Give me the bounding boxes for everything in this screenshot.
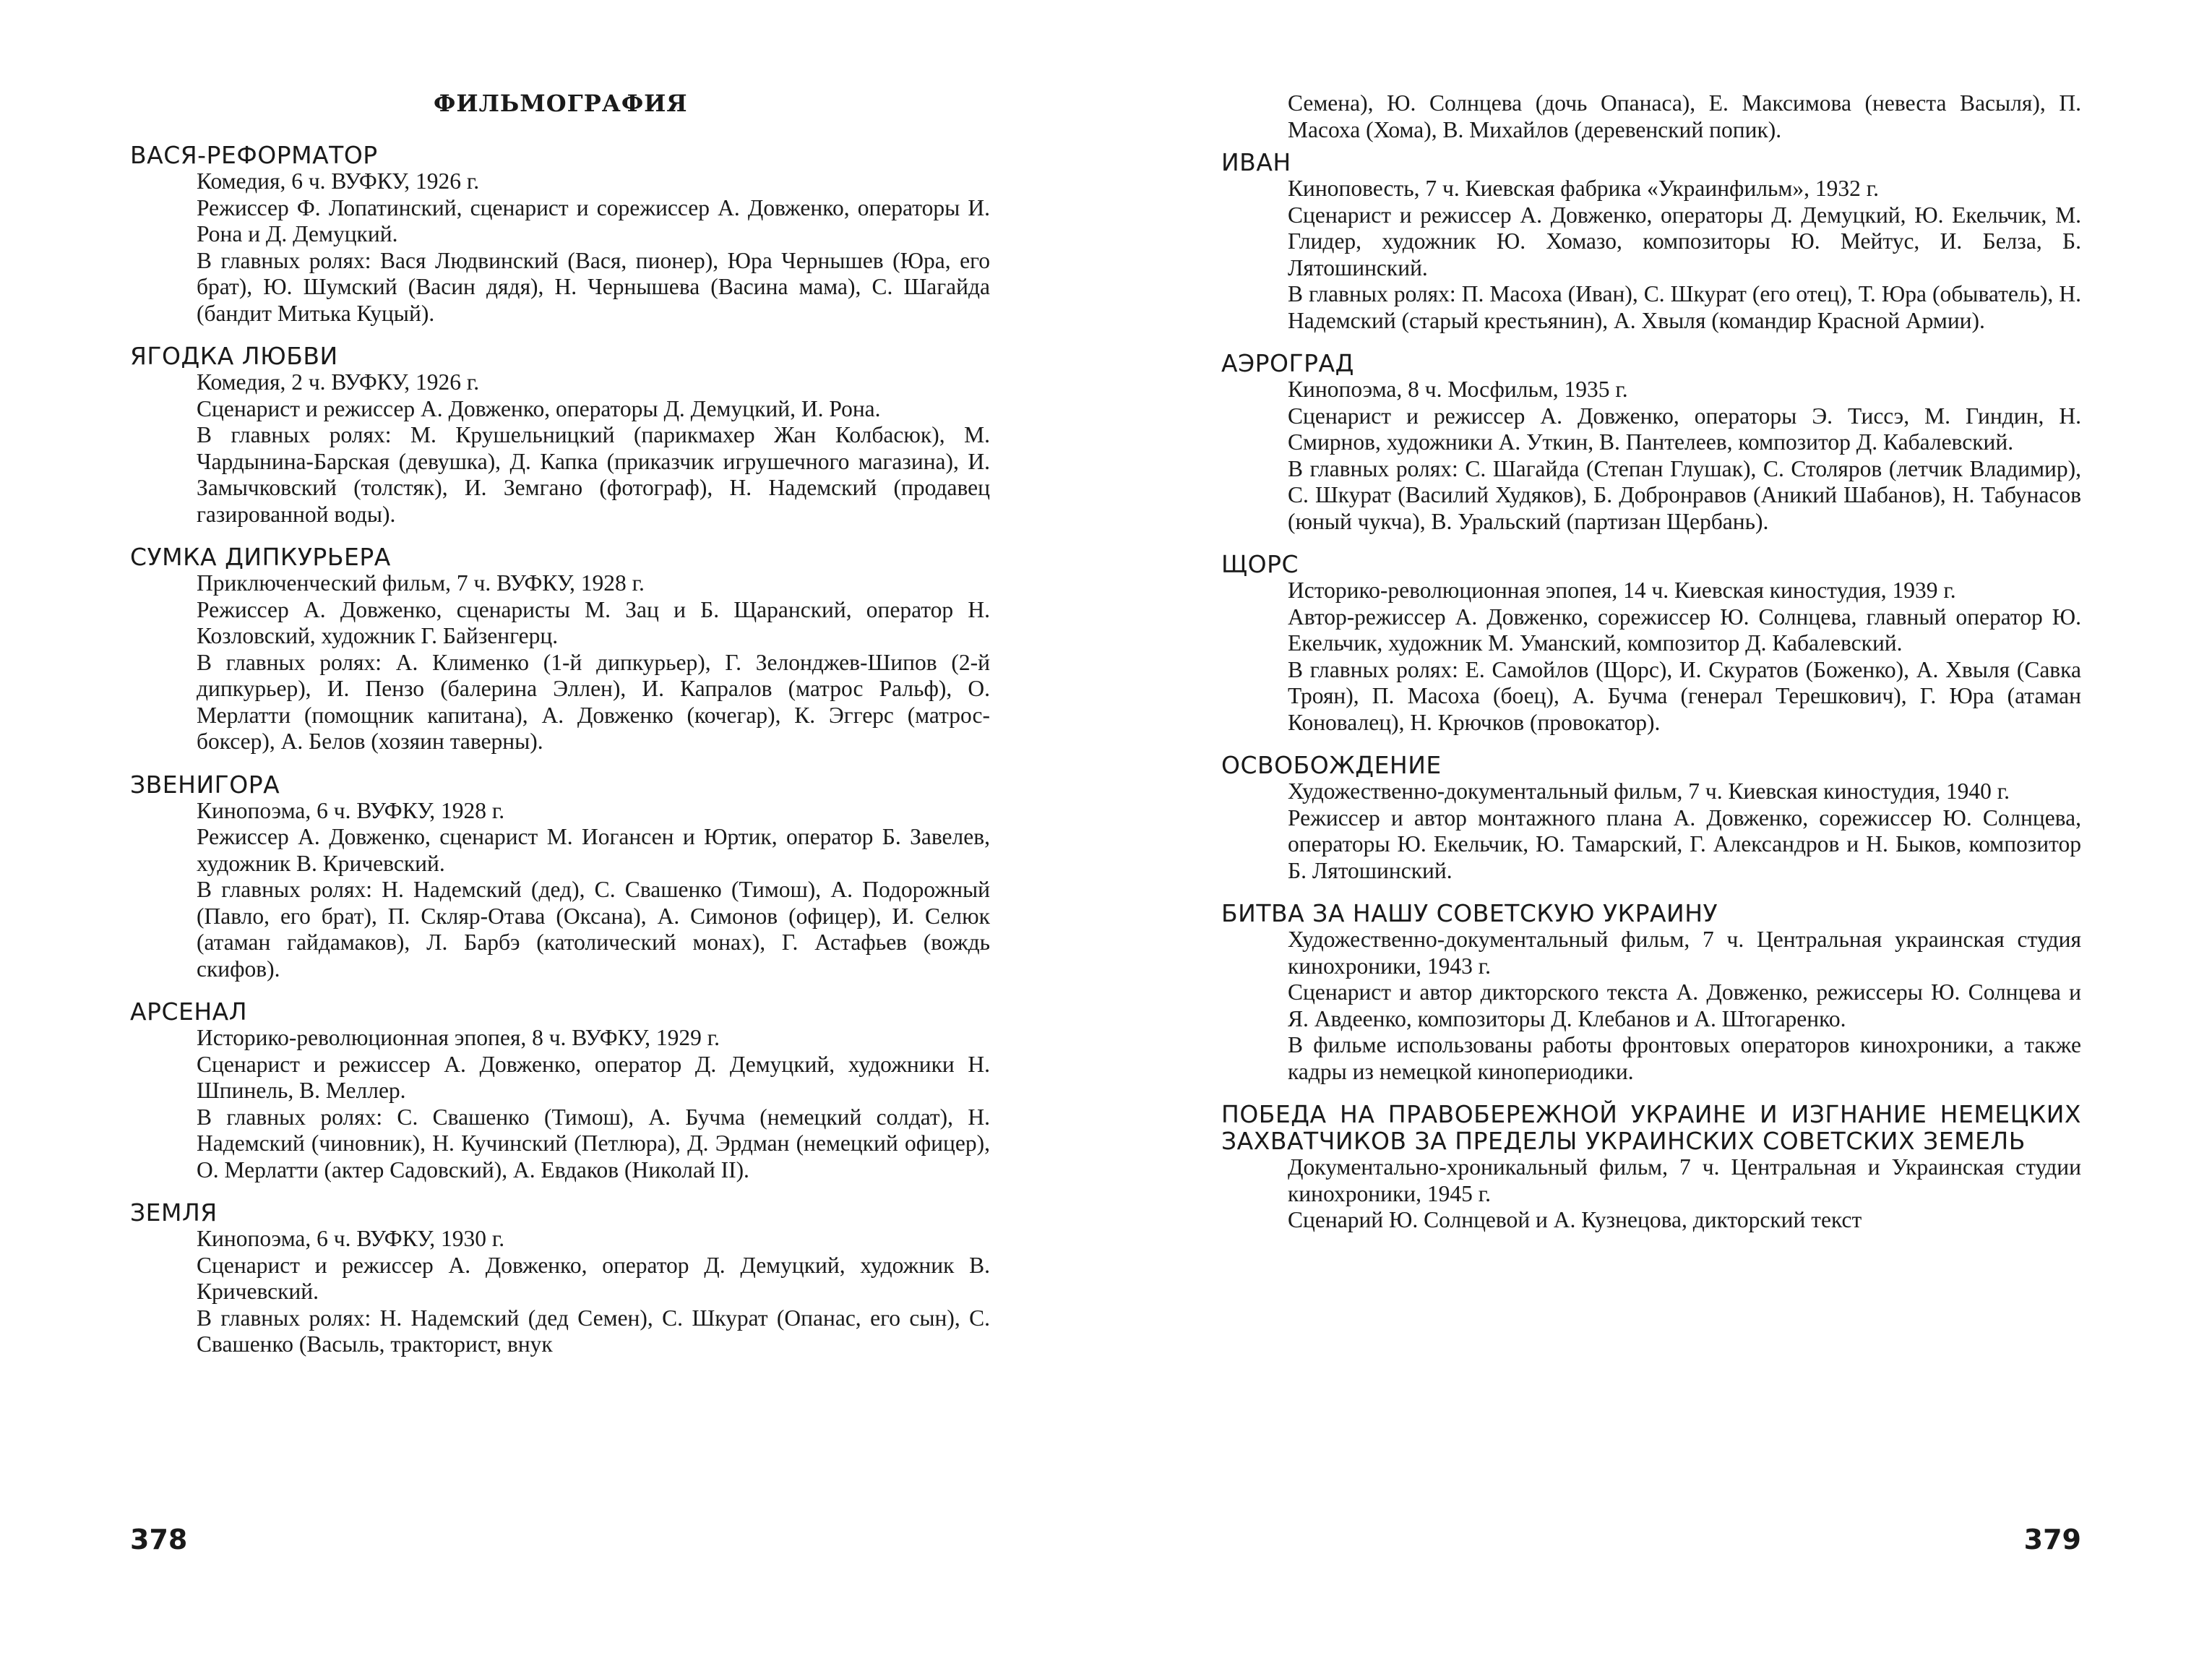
film-crew: Сценарист и режиссер А. Довженко, операторы Д. Демуцкий, И. Рона. — [197, 395, 881, 421]
film-entry — [130, 544, 990, 755]
film-crew: Автор-режиссер А. Довженко, сорежиссер Ю. Солнцева, главный оператор Ю. Екельчик, художник М. Уманский, композитор Д. Кабалевский. — [1288, 604, 2081, 656]
film-details: Художественно-документальный фильм, 7 ч. Киевская киностудия, 1940 г. — [1288, 778, 2010, 804]
film-cast: В главных ролях: П. Масоха (Иван), С. Шкурат (его отец), Т. Юра (обыватель), Н. Надемский (старый крестьянин), А. Хвыля (командир Красной Армии). — [1288, 281, 2081, 333]
film-title: ПОБЕДА НА ПРАВОБЕРЕЖНОЙ УКРАИНЕ И ИЗГНАНИЕ НЕМЕЦКИХ ЗАХВАТЧИКОВ ЗА ПРЕДЕЛЫ УКРАИНСКИХ СОВЕТСКИХ ЗЕМЕЛЬ — [1221, 1100, 2081, 1155]
film-details: Историко-революционная эпопея, 8 ч. ВУФКУ, 1929 г. — [197, 1025, 720, 1050]
right-page — [1221, 0, 2081, 1674]
film-title: ВАСЯ-РЕФОРМАТОР — [130, 141, 378, 169]
film-crew: Сценарист и режиссер А. Довженко, операторы Э. Тиссэ, М. Гиндин, Н. Смирнов, художники А. Уткин, В. Пантелеев, композитор Д. Кабалевский. — [1288, 403, 2081, 455]
page-number-left: 378 — [130, 1524, 188, 1555]
film-cast: В главных ролях: С. Свашенко (Тимош), А. Бучма (немецкий солдат), Н. Надемский (чиновник), Н. Кучинский (Петлюра), Д. Эрдман (немецкий офицер), О. Мерлатти (актер Садовский), А. Евдаков (Николай II). — [197, 1104, 990, 1182]
film-cast: В главных ролях: Е. Самойлов (Щорс), И. Скуратов (Боженко), А. Хвыля (Савка Троян), П. Масоха (боец), А. Бучма (генерал Терешкович), Г. Юра (атаман Коновалец), Н. Крючков (провокатор). — [1288, 656, 2081, 735]
film-crew: Сценарий Ю. Солнцевой и А. Кузнецова, дикторский текст — [1288, 1207, 1862, 1232]
film-details: Кинопоэма, 6 ч. ВУФКУ, 1930 г. — [197, 1226, 505, 1251]
film-entry — [1221, 149, 2081, 334]
film-title: АЭРОГРАД — [1221, 349, 1354, 377]
film-title: ЗЕМЛЯ — [130, 1198, 218, 1227]
film-cast: В главных ролях: А. Клименко (1-й дипкурьер), Г. Зелонджев-Шипов (2-й дипкурьер), И. Пензо (балерина Эллен), И. Капралов (матрос Ральф), О. Мерлатти (помощник капитана), А. Довженко (кочегар), К. Эггерс (матрос-боксер), А. Белов (хозяин таверны). — [197, 649, 990, 754]
film-entry — [130, 1199, 990, 1358]
film-crew: Сценарист и автор дикторского текста А. Довженко, режиссеры Ю. Солнцева и Я. Авдеенко, композиторы Д. Клебанов и А. Штогаренко. — [1288, 979, 2081, 1031]
film-title: ЯГОДКА ЛЮБВИ — [130, 342, 338, 370]
film-crew: Сценарист и режиссер А. Довженко, оператор Д. Демуцкий, художники Н. Шпинель, В. Меллер. — [197, 1051, 990, 1103]
film-entry — [130, 343, 990, 528]
left-page — [130, 0, 990, 1674]
film-title: АРСЕНАЛ — [130, 997, 248, 1026]
film-details: Художественно-документальный фильм, 7 ч. Центральная украинская студия кинохроники, 1943 г. — [1288, 927, 2081, 979]
film-details: Историко-революционная эпопея, 14 ч. Киевская киностудия, 1939 г. — [1288, 578, 1956, 603]
film-entry — [130, 142, 990, 327]
film-cast: В фильме использованы работы фронтовых операторов кинохроники, а также кадры из немецкой кинопериодики. — [1288, 1032, 2081, 1084]
continued-paragraph: Семена), Ю. Солнцева (дочь Опанаса), Е. Максимова (невеста Васыля), П. Масоха (Хома), В. Михайлов (деревенский попик). — [1288, 90, 2081, 142]
right-filmography-list — [1221, 90, 2081, 1250]
film-title: БИТВА ЗА НАШУ СОВЕТСКУЮ УКРАИНУ — [1221, 899, 1718, 927]
film-cast: В главных ролях: Н. Надемский (дед Семен), С. Шкурат (Опанас, его сын), С. Свашенко (Васыль, тракторист, внук — [197, 1305, 990, 1357]
film-cast: В главных ролях: Н. Надемский (дед), С. Свашенко (Тимош), А. Подорожный (Павло, его брат), П. Скляр-Отава (Оксана), А. Симонов (офицер), И. Селюк (атаман гайдамаков), Л. Барбэ (католический монах), Г. Астафьев (вождь скифов). — [197, 877, 990, 982]
film-crew: Режиссер А. Довженко, сценарист М. Иогансен и Юртик, оператор Б. Завелев, художник В. Кричевский. — [197, 824, 990, 876]
film-details: Приключенческий фильм, 7 ч. ВУФКУ, 1928 г. — [197, 570, 645, 596]
film-crew: Сценарист и режиссер А. Довженко, операторы Д. Демуцкий, Ю. Екельчик, М. Глидер, художник Ю. Хомазо, композиторы Ю. Мейтус, И. Белза, Б. Лятошинский. — [1288, 202, 2081, 280]
film-details: Комедия, 6 ч. ВУФКУ, 1926 г. — [197, 168, 480, 194]
film-details: Кинопоэма, 6 ч. ВУФКУ, 1928 г. — [197, 797, 505, 823]
film-details: Документально-хроникальный фильм, 7 ч. Центральная и Украинская студии кинохроники, 1945 г. — [1288, 1154, 2081, 1206]
film-entry — [1221, 900, 2081, 1085]
film-cast: В главных ролях: С. Шагайда (Степан Глушак), С. Столяров (летчик Владимир), С. Шкурат (Василий Худяков), Б. Добронравов (Аникий Шабанов), Н. Табунасов (юный чукча), В. Уральский (партизан Щербань). — [1288, 455, 2081, 534]
page-number-right: 379 — [2023, 1524, 2081, 1555]
film-title: ЗВЕНИГОРА — [130, 770, 280, 799]
film-title: СУМКА ДИПКУРЬЕРА — [130, 543, 391, 571]
left-filmography-list — [130, 142, 990, 1374]
film-title: ИВАН — [1221, 148, 1291, 176]
film-entry — [130, 771, 990, 983]
film-details: Кинопоэма, 8 ч. Мосфильм, 1935 г. — [1288, 377, 1628, 402]
film-cast: В главных ролях: Вася Людвинский (Вася, пионер), Юра Чернышев (Юра, его брат), Ю. Шумский (Васин дядя), Н. Чернышева (Васина мама), С. Шагайда (бандит Митька Куцый). — [197, 247, 990, 326]
film-entry — [130, 998, 990, 1183]
film-crew: Режиссер и автор монтажного плана А. Довженко, сорежиссер Ю. Солнцева, операторы Ю. Екельчик, Ю. Тамарский, Г. Александров и Н. Быков, композитор Б. Лятошинский. — [1288, 804, 2081, 883]
film-entry — [1221, 752, 2081, 884]
section-heading: ФИЛЬМОГРАФИЯ — [434, 90, 688, 117]
film-entry — [1221, 1101, 2081, 1234]
film-cast: В главных ролях: М. Крушельницкий (парикмахер Жан Колбасюк), М. Чардынина-Барская (девушка), Д. Капка (приказчик игрушечного магазина), И. Замычковский (толстяк), И. Земгано (фотограф), Н. Надемский (продавец газированной воды). — [197, 422, 990, 527]
film-title: ОСВОБОЖДЕНИЕ — [1221, 751, 1442, 779]
film-entry — [1221, 350, 2081, 535]
film-details: Комедия, 2 ч. ВУФКУ, 1926 г. — [197, 369, 480, 395]
film-crew: Режиссер Ф. Лопатинский, сценарист и сорежиссер А. Довженко, операторы И. Рона и Д. Демуцкий. — [197, 194, 990, 246]
film-title: ЩОРС — [1221, 550, 1299, 578]
film-crew: Сценарист и режиссер А. Довженко, оператор Д. Демуцкий, художник В. Кричевский. — [197, 1252, 990, 1304]
film-crew: Режиссер А. Довженко, сценаристы М. Зац и Б. Щаранский, оператор Н. Козловский, художник Г. Байзенгерц. — [197, 596, 990, 648]
film-entry — [1221, 551, 2081, 736]
film-details: Киноповесть, 7 ч. Киевская фабрика «Украинфильм», 1932 г. — [1288, 176, 1879, 201]
